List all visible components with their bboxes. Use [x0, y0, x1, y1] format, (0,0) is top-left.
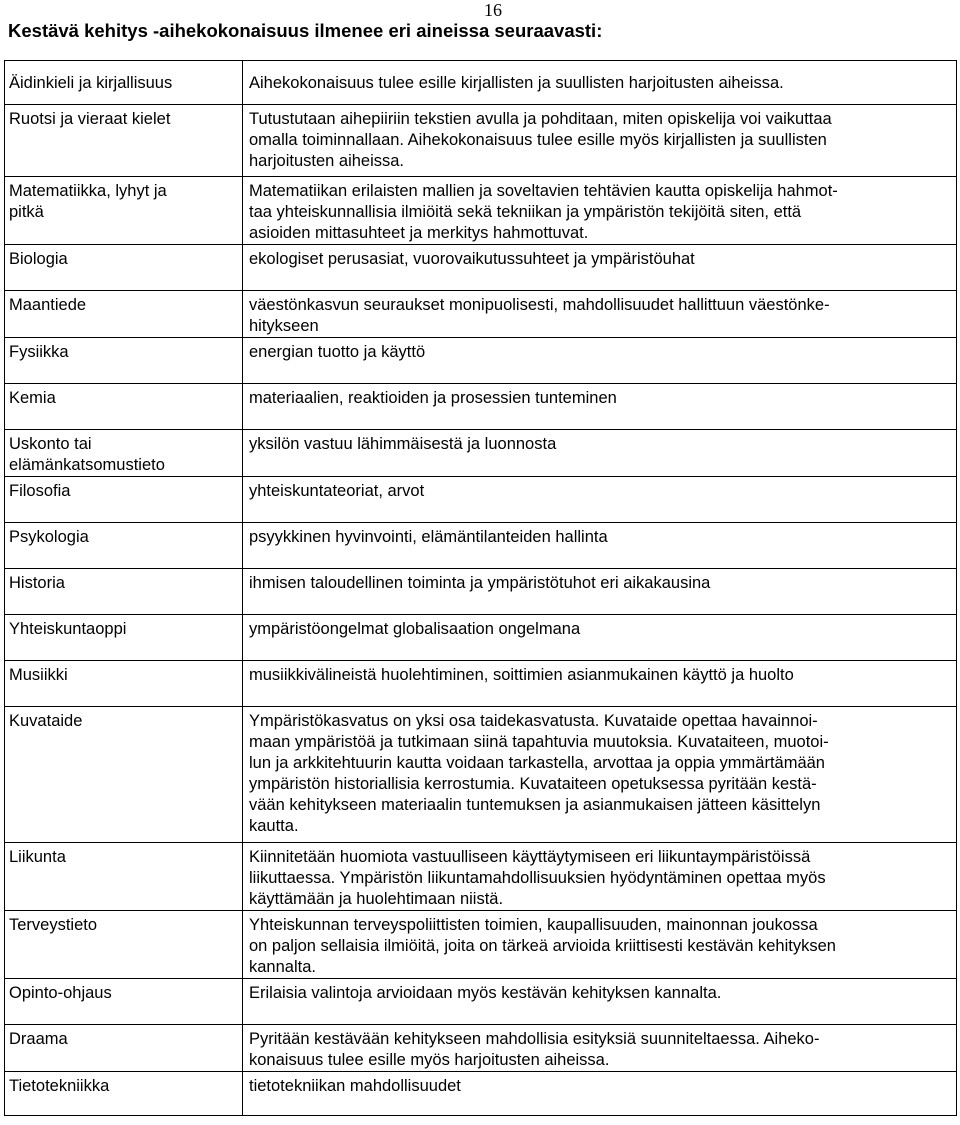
subject-description: käyttämään ja huolehtimaan niistä.	[249, 890, 504, 908]
subject-name: Liikunta	[9, 848, 66, 866]
subject-name: Äidinkieli ja kirjallisuus	[9, 74, 173, 92]
subject-name: Matematiikka, lyhyt ja	[9, 182, 167, 200]
subject-cell	[5, 523, 243, 569]
description-cell	[243, 291, 957, 338]
subject-description: Tutustutaan aihepiiriin tekstien avulla ja pohditaan, miten opiskelija voi vaikuttaa	[249, 110, 832, 128]
subject-cell	[5, 245, 243, 291]
subject-cell	[5, 615, 243, 661]
subject-name: Maantiede	[9, 296, 87, 314]
subject-cell	[5, 843, 243, 911]
description-cell	[243, 384, 957, 430]
subject-description: kannalta.	[249, 958, 316, 976]
subject-cell	[5, 338, 243, 384]
subject-name: Musiikki	[9, 666, 68, 684]
description-cell	[243, 911, 957, 979]
subject-description: ihmisen taloudellinen toiminta ja ympäristötuhot eri aikakausina	[249, 574, 711, 592]
subject-description: omalla toiminnallaan. Aihekokonaisuus tulee esille myös kirjallisten ja suullisten	[249, 131, 827, 149]
page-number: 16	[484, 0, 502, 20]
table-row	[5, 523, 957, 569]
subject-name: Ruotsi ja vieraat kielet	[9, 110, 171, 128]
subject-name: Kuvataide	[9, 712, 83, 730]
subject-cell	[5, 911, 243, 979]
table-row	[5, 1072, 957, 1116]
subject-description: yhteiskuntateoriat, arvot	[249, 482, 425, 500]
subject-cell	[5, 1025, 243, 1072]
subject-name: Fysiikka	[9, 343, 69, 361]
subject-name: Historia	[9, 574, 65, 592]
table-row	[5, 615, 957, 661]
subject-cell	[5, 430, 243, 477]
table-row	[5, 569, 957, 615]
subject-name: Uskonto tai	[9, 435, 92, 453]
subject-description: Ympäristökasvatus on yksi osa taidekasvatusta. Kuvataide opettaa havainnoi-	[249, 712, 818, 730]
subject-cell	[5, 1072, 243, 1116]
subject-description: tietotekniikan mahdollisuudet	[249, 1077, 461, 1095]
subject-description: Matematiikan erilaisten mallien ja soveltavien tehtävien kautta opiskelija hahmot-	[249, 182, 838, 200]
table-row	[5, 338, 957, 384]
subject-name: Yhteiskuntaoppi	[9, 620, 127, 638]
subject-description: Erilaisia valintoja arvioidaan myös kestävän kehityksen kannalta.	[249, 984, 722, 1002]
table-row	[5, 177, 957, 245]
subject-description: hitykseen	[249, 317, 319, 335]
description-cell	[243, 843, 957, 911]
table-row	[5, 105, 957, 177]
subject-description: väestönkasvun seuraukset monipuolisesti, mahdollisuudet hallittuun väestönke-	[249, 296, 830, 314]
table-row	[5, 477, 957, 523]
subject-cell	[5, 105, 243, 177]
subject-cell	[5, 177, 243, 245]
subject-cell	[5, 707, 243, 843]
subject-name: Kemia	[9, 389, 56, 407]
table-row	[5, 661, 957, 707]
subject-description: musiikkivälineistä huolehtiminen, soittimien asianmukainen käyttö ja huolto	[249, 666, 794, 684]
description-cell	[243, 661, 957, 707]
subject-cell	[5, 569, 243, 615]
subject-description: maan ympäristöä ja tutkimaan siinä tapahtuvia muutoksia. Kuvataiteen, muotoi-	[249, 733, 829, 751]
table-row	[5, 245, 957, 291]
subject-cell	[5, 661, 243, 707]
table-row	[5, 291, 957, 338]
table-row	[5, 707, 957, 843]
table-row	[5, 61, 957, 105]
description-cell	[243, 338, 957, 384]
subject-name: Terveystieto	[9, 916, 98, 934]
subject-description: ympäristön historiallisia kerrostumia. Kuvataiteen opetuksessa pyritään kestä-	[249, 775, 817, 793]
subject-cell	[5, 291, 243, 338]
subject-description: ekologiset perusasiat, vuorovaikutussuhteet ja ympäristöuhat	[249, 250, 695, 268]
subject-description: taa yhteiskunnallisia ilmiöitä sekä tekniikan ja ympäristön tekijöitä siten, että	[249, 203, 802, 221]
description-cell	[243, 177, 957, 245]
subject-cell	[5, 477, 243, 523]
subject-description: vään kehitykseen materiaalin tuntemuksen ja asianmukaisen jätteen käsittelyn	[249, 796, 821, 814]
description-cell	[243, 430, 957, 477]
subject-name: Tietotekniikka	[9, 1077, 110, 1095]
subject-name: Biologia	[9, 250, 68, 268]
description-cell	[243, 707, 957, 843]
subject-name: pitkä	[9, 203, 44, 221]
subject-description: on paljon sellaisia ilmiöitä, joita on tärkeä arvioida kriittisesti kestävän kehityksen	[249, 937, 836, 955]
subject-description: Kiinnitetään huomiota vastuulliseen käyttäytymiseen eri liikuntaympäristöissä	[249, 848, 811, 866]
subject-description: kautta.	[249, 817, 299, 835]
subject-description: psyykkinen hyvinvointi, elämäntilanteiden hallinta	[249, 528, 608, 546]
description-cell	[243, 615, 957, 661]
subject-name: elämänkatsomustieto	[9, 456, 165, 474]
subject-description: harjoitusten aiheissa.	[249, 152, 405, 170]
table-row	[5, 979, 957, 1025]
subject-cell	[5, 979, 243, 1025]
subject-description: lun ja arkkitehtuurin kautta voidaan tarkastella, arvottaa ja oppia ymmärtämään	[249, 754, 825, 772]
description-cell	[243, 1025, 957, 1072]
subject-description: Aihekokonaisuus tulee esille kirjallisten ja suullisten harjoitusten aiheissa.	[249, 74, 784, 92]
description-cell	[243, 105, 957, 177]
table-row	[5, 911, 957, 979]
table-row	[5, 843, 957, 911]
subject-cell	[5, 61, 243, 105]
table-row	[5, 1025, 957, 1072]
subject-name: Draama	[9, 1030, 68, 1048]
subject-description: ympäristöongelmat globalisaation ongelmana	[249, 620, 581, 638]
description-cell	[243, 1072, 957, 1116]
subject-description: Yhteiskunnan terveyspoliittisten toimien, kaupallisuuden, mainonnan joukossa	[249, 916, 818, 934]
subject-description: Pyritään kestävään kehitykseen mahdollisia esityksiä suunniteltaessa. Aiheko-	[249, 1030, 820, 1048]
subject-name: Filosofia	[9, 482, 71, 500]
page-heading: Kestävä kehitys -aihekokonaisuus ilmenee eri aineissa seuraavasti:	[8, 20, 603, 41]
subject-description: asioiden mittasuhteet ja merkitys hahmottuvat.	[249, 224, 589, 242]
description-cell	[243, 523, 957, 569]
table-row	[5, 430, 957, 477]
subjects-table	[4, 60, 957, 1116]
subject-cell	[5, 384, 243, 430]
description-cell	[243, 569, 957, 615]
table-row	[5, 384, 957, 430]
subject-description: energian tuotto ja käyttö	[249, 343, 426, 361]
description-cell	[243, 477, 957, 523]
description-cell	[243, 61, 957, 105]
description-cell	[243, 979, 957, 1025]
subject-name: Psykologia	[9, 528, 89, 546]
subject-description: yksilön vastuu lähimmäisestä ja luonnosta	[249, 435, 557, 453]
subject-name: Opinto-ohjaus	[9, 984, 112, 1002]
subject-description: liikuttaessa. Ympäristön liikuntamahdollisuuksien hyödyntäminen opettaa myös	[249, 869, 826, 887]
description-cell	[243, 245, 957, 291]
subject-description: materiaalien, reaktioiden ja prosessien tunteminen	[249, 389, 617, 407]
subject-description: konaisuus tulee esille myös harjoitusten aiheissa.	[249, 1051, 610, 1069]
